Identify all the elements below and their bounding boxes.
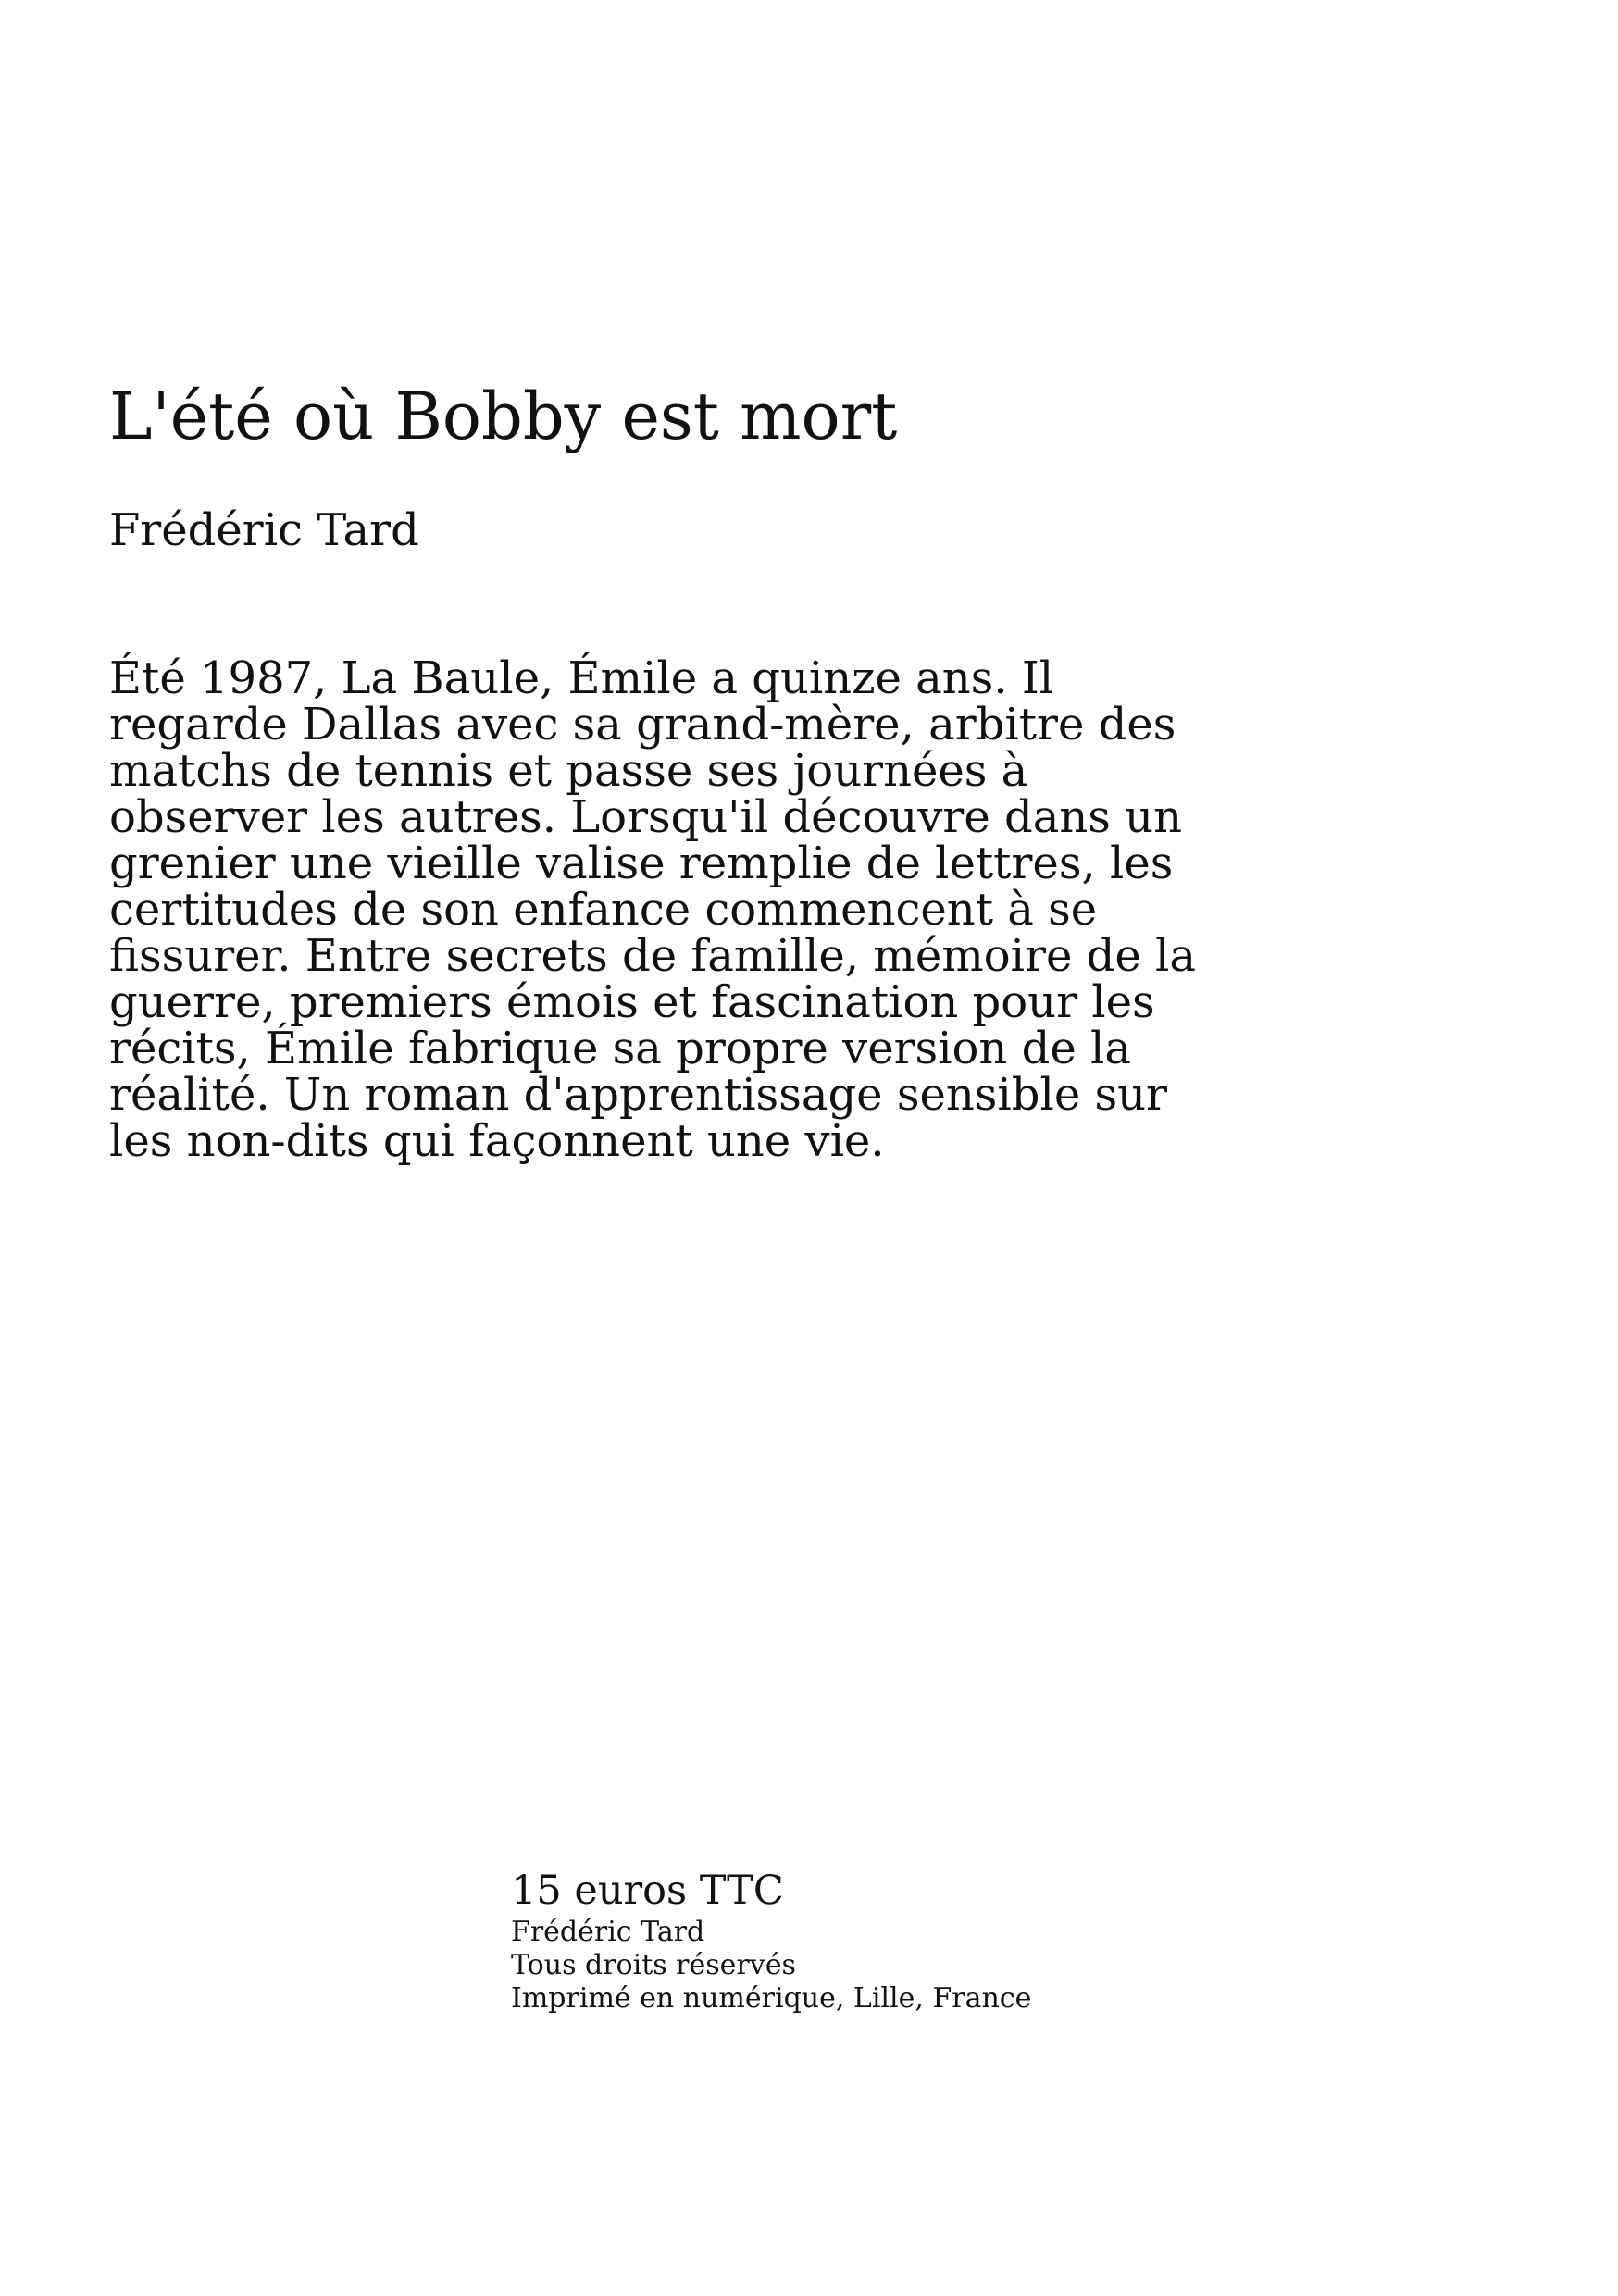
book-title: L'été où Bobby est mort: [109, 379, 898, 454]
book-author: Frédéric Tard: [109, 504, 419, 556]
printing-location: Imprimé en numérique, Lille, France: [511, 1982, 1032, 2015]
colophon: [511, 1866, 1344, 2016]
book-blurb: Été 1987, La Baule, Émile a quinze ans. Il regarde Dallas avec sa grand-mère, arbitre des matchs de tennis et passe ses journées à observer les autres. Lorsqu'il découvre dans un grenier une vieille valise remplie de lettres, les certitudes de son enfance commencent à se fissurer. Entre secrets de famille, mémoire de la guerre, premiers émois et fascination pour les récits, Émile fabrique sa propre version de la réalité. Un roman d'apprentissage sensible sur les non-dits qui façonnent une vie.: [109, 652, 1196, 1167]
price: 15 euros TTC: [511, 1868, 784, 1914]
colophon-author: Frédéric Tard: [511, 1916, 705, 1948]
rights-notice: Tous droits réservés: [511, 1949, 796, 1981]
